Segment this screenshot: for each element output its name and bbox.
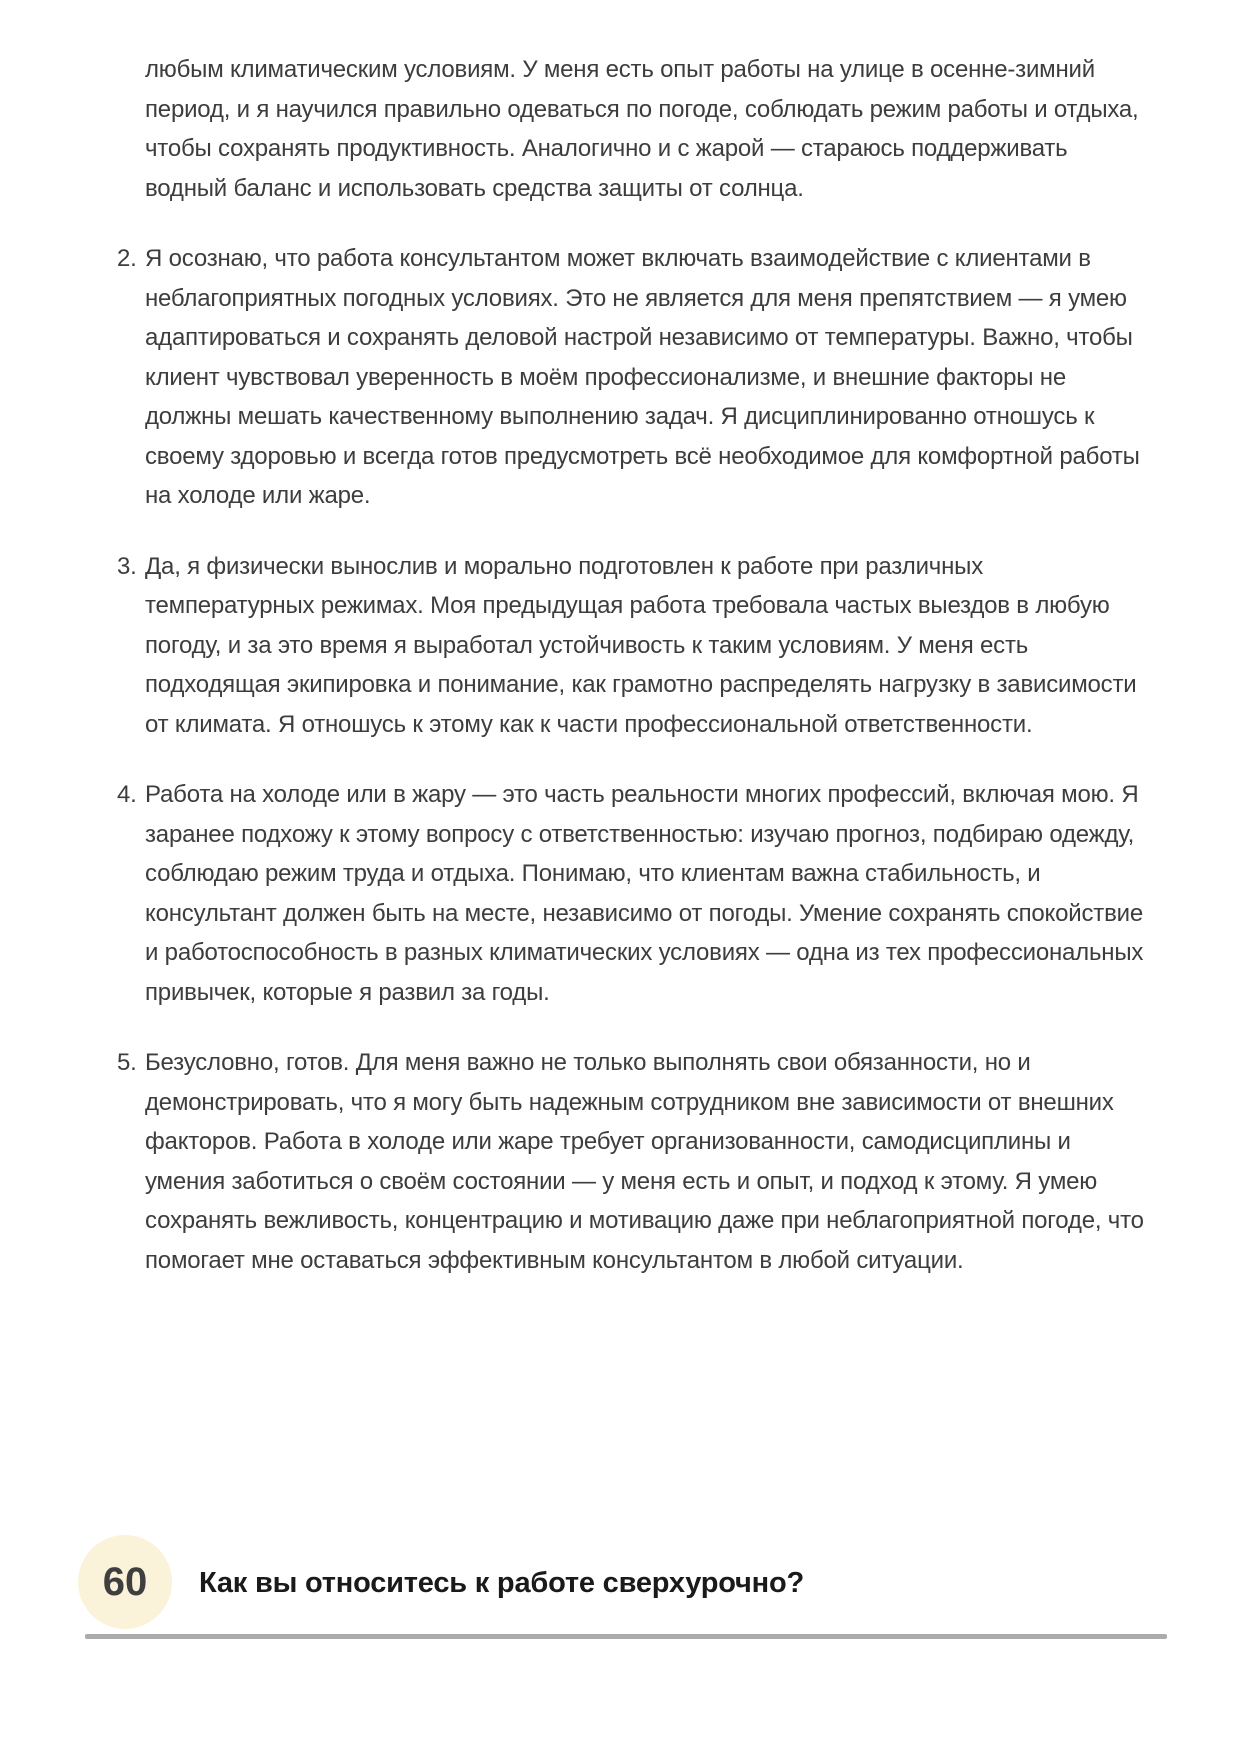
answer-item-5 (117, 1043, 1145, 1280)
answer-item-4 (117, 775, 1145, 1012)
answer-text: Работа на холоде или в жару — это часть реальности многих профессий, включая мою. Я заранее подхожу к этому вопросу с ответственностью: изучаю прогноз, подбираю одежду, соблюдаю режим труда и отдыха. Понимаю, что клиентам важна стабильность, и консультант должен быть на месте, независимо от погоды. Умение сохранять спокойствие и работоспособность в разных климатических условиях — одна из тех профессиональных привычек, которые я развил за годы. (145, 781, 1144, 1006)
answers-section (117, 50, 1145, 1311)
answer-text: Да, я физически вынослив и морально подготовлен к работе при различных температурных режимах. Моя предыдущая работа требовала частых выездов в любую погоду, и за это время я выработал устойчивость к таким условиям. У меня есть подходящая экипировка и понимание, как грамотно распределять нагрузку в зависимости от климата. Я отношусь к этому как к части профессиональной ответственности. (145, 552, 1137, 738)
answer-number: 3. (117, 552, 137, 580)
answer-number: 5. (117, 1049, 137, 1076)
answer-item-3 (117, 547, 1145, 745)
question-number-badge (78, 1535, 172, 1629)
answer-number: 4. (117, 781, 137, 808)
question-number: 60 (102, 1559, 148, 1604)
answer-number: 2. (117, 245, 137, 272)
question-title: Как вы относитесь к работе сверхурочно? (199, 1567, 805, 1599)
answer-item-2 (117, 239, 1145, 516)
answers-list (117, 239, 1145, 1280)
answer-text: Я осознаю, что работа консультантом может включать взаимодействие с клиентами в неблагоприятных погодных условиях. Это не является для меня препятствием — я умею адаптироваться и сохранять деловой настрой независимо от температуры. Важно, чтобы клиент чувствовал уверенность в моём профессионализме, и внешние факторы не должны мешать качественному выполнению задач. Я дисциплинированно отношусь к своему здоровью и всегда готов предусмотреть всё необходимое для комфортной работы на холоде или жаре. (145, 245, 1140, 509)
answer-continuation-paragraph: любым климатическим условиям. У меня есть опыт работы на улице в осенне-зимний период, и я научился правильно одеваться по погоде, соблюдать режим работы и отдыха, чтобы сохранять продуктивность. Аналогично и с жарой — стараюсь поддерживать водный баланс и использовать средства защиты от солнца. (145, 56, 1139, 202)
section-divider (85, 1634, 1167, 1639)
answer-text: Безусловно, готов. Для меня важно не только выполнять свои обязанности, но и демонстрировать, что я могу быть надежным сотрудником вне зависимости от внешних факторов. Работа в холоде или жаре требует организованности, самодисциплины и умения заботиться о своём состоянии — у меня есть и опыт, и подход к этому. Я умею сохранять вежливость, концентрацию и мотивацию даже при неблагоприятной погоде, что помогает мне оставаться эффективным консультантом в любой ситуации. (145, 1049, 1144, 1274)
